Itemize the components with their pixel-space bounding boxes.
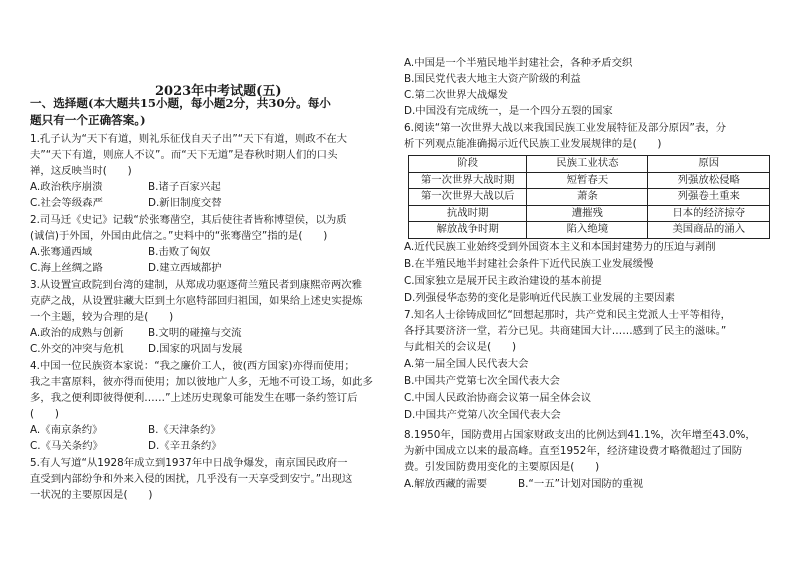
q7-option-a[interactable]: A.第一届全国人民代表大会 — [404, 358, 529, 370]
table-cell: 列强放松侵略 — [648, 172, 770, 189]
question-8-text: 费。引发国防费用变化的主要原因是( ) — [404, 461, 600, 473]
q4-option-d[interactable]: D.《辛丑条约》 — [148, 440, 222, 452]
q3-option-d[interactable]: D.国家的巩固与发展 — [148, 343, 243, 355]
question-4-text: 4.中国一位民族资本家说：“我之廉价工人，彼(西方国家)亦得而使用； — [30, 360, 355, 372]
q5-option-b[interactable]: B.国民党代表大地主大资产阶级的利益 — [404, 73, 581, 85]
question-7-text: 各抒其要济济一堂，若分已见。共商建国大计……感到了民主的滋味。” — [404, 325, 727, 337]
table-cell: 陷入绝境 — [527, 222, 648, 239]
table-row — [409, 172, 770, 189]
question-8-text: 8.1950年，国防费用占国家财政支出的比例达到41.1%，次年增至43.0%， — [404, 429, 756, 441]
question-7-text: 7.知名人士徐铸成回忆“回想起那时，共产党和民主党派人士平等相待， — [404, 309, 732, 321]
question-5-text: 一状况的主要原因是( ) — [30, 489, 153, 501]
q4-option-c[interactable]: C.《马关条约》 — [30, 440, 103, 452]
q7-option-d[interactable]: D.中国共产党第八次全国代表大会 — [404, 409, 561, 421]
q2-option-b[interactable]: B.击败了匈奴 — [148, 246, 211, 258]
question-8-text: 为新中国成立以来的最高峰。直至1952年，经济建设费才略微超过了国防 — [404, 445, 743, 457]
q4-option-b[interactable]: B.《天津条约》 — [148, 424, 221, 436]
table-row — [409, 205, 770, 222]
table-cell: 短暂春天 — [527, 172, 648, 189]
question-6-text: 析下列观点能准确揭示近代民族工业发展规律的是( ) — [404, 138, 662, 150]
q7-option-b[interactable]: B.中国共产党第七次全国代表大会 — [404, 375, 560, 387]
question-1-text: 1.孔子认为“天下有道，则礼乐征伐自天子出”“天下有道，则政不在大 — [30, 133, 347, 145]
table-header-cell: 民族工业状态 — [527, 156, 648, 173]
table-cell: 第一次世界大战以后 — [409, 189, 527, 206]
section-heading: 题只有一个正确答案。) — [30, 113, 146, 127]
q4-option-a[interactable]: A.《南京条约》 — [30, 424, 103, 436]
table-cell: 抗战时期 — [409, 205, 527, 222]
q7-option-c[interactable]: C.中国人民政治协商会议第一届全体会议 — [404, 392, 592, 404]
q8-option-b[interactable]: B.“一五”计划对国防的重视 — [518, 478, 644, 490]
table-cell: 第一次世界大战时期 — [409, 172, 527, 189]
question-1-text: 夫”“天下有道，则庶人不议”。而“天下无道”是春秋时期人们的口头 — [30, 149, 338, 161]
q8-option-a[interactable]: A.解放西藏的需要 — [404, 478, 487, 490]
q6-option-a[interactable]: A.近代民族工业始终受到外国资本主义和本国封建势力的压迫与剥削 — [404, 241, 716, 253]
table-header-cell: 阶段 — [409, 156, 527, 173]
q2-option-a[interactable]: A.张骞通西域 — [30, 246, 93, 258]
q5-option-c[interactable]: C.第二次世界大战爆发 — [404, 89, 509, 101]
question-3-text: 3.从设置宣政院到台湾的建制，从郑成功驱逐荷兰殖民者到康熙帝两次雅 — [30, 279, 363, 291]
q3-option-c[interactable]: C.外交的冲突与危机 — [30, 343, 124, 355]
q2-option-c[interactable]: C.海上丝绸之路 — [30, 262, 103, 274]
question-3-text: 克萨之战，从设置驻藏大臣到土尔扈特部回归祖国，如果给上述史实提炼 — [30, 295, 363, 307]
table-header-row — [409, 156, 770, 173]
table-row — [409, 189, 770, 206]
question-5-text: 直受到内部纷争和外来入侵的困扰，几乎没有一天享受到安宁。”出现这 — [30, 473, 353, 485]
q2-option-d[interactable]: D.建立西域都护 — [148, 262, 222, 274]
q1-option-b[interactable]: B.诸子百家兴起 — [148, 181, 221, 193]
q6-option-c[interactable]: C.国家独立是展开民主政治建设的基本前提 — [404, 275, 602, 287]
question-2-text: (诚信)于外国，外国由此信之。”史料中的“张骞凿空”指的是( ) — [30, 230, 328, 242]
table-cell: 遭摧残 — [527, 205, 648, 222]
section-heading: 一、选择题(本大题共15小题，每小题2分，共30分。每小 — [30, 96, 331, 110]
question-2-text: 2.司马迁《史记》记载“於张骞凿空，其后使往者皆称博望侯，以为质 — [30, 214, 347, 226]
industry-table — [408, 155, 770, 239]
table-cell: 日本的经济掠夺 — [648, 205, 770, 222]
question-4-text: 多，我之便利即彼得便利……”上述历史现象可能发生在哪一条约签订后 — [30, 392, 358, 404]
question-3-text: 一个主题，较为合理的是( ) — [30, 311, 174, 323]
q6-option-d[interactable]: D.列强侵华态势的变化是影响近代民族工业发展的主要因素 — [404, 292, 676, 304]
q1-option-d[interactable]: D.新旧制度交替 — [148, 197, 222, 209]
q3-option-b[interactable]: B.文明的碰撞与交流 — [148, 327, 242, 339]
table-header-cell: 原因 — [648, 156, 770, 173]
question-6-text: 6.阅读“第一次世界大战以来我国民族工业发展特征及部分原因”表，分 — [404, 122, 727, 134]
table-cell: 美国商品的涌入 — [648, 222, 770, 239]
q5-option-d[interactable]: D.中国没有完成统一，是一个四分五裂的国家 — [404, 105, 613, 117]
page-title: 2023年中考试题(五) — [155, 84, 282, 99]
q1-option-a[interactable]: A.政治秩序崩溃 — [30, 181, 103, 193]
table-row — [409, 222, 770, 239]
question-7-text: 与此相关的会议是( ) — [404, 341, 517, 353]
question-4-text: 我之丰富原料，彼亦得而使用；加以彼地广人多，无地不可设工场，如此多 — [30, 376, 373, 388]
question-5-text: 5.有人写道“从1928年成立到1937年中日战争爆发，南京国民政府一 — [30, 457, 348, 469]
table-cell: 萧条 — [527, 189, 648, 206]
q5-option-a[interactable]: A.中国是一个半殖民地半封建社会，各种矛盾交织 — [404, 57, 633, 69]
table-cell: 列强卷土重来 — [648, 189, 770, 206]
q1-option-c[interactable]: C.社会等级森严 — [30, 197, 103, 209]
question-1-text: 禅，这反映当时( ) — [30, 165, 132, 177]
table-cell: 解放战争时期 — [409, 222, 527, 239]
q6-option-b[interactable]: B.在半殖民地半封建社会条件下近代民族工业发展缓慢 — [404, 258, 654, 270]
question-4-text: ( ) — [30, 408, 59, 420]
q3-option-a[interactable]: A.政治的成熟与创新 — [30, 327, 124, 339]
